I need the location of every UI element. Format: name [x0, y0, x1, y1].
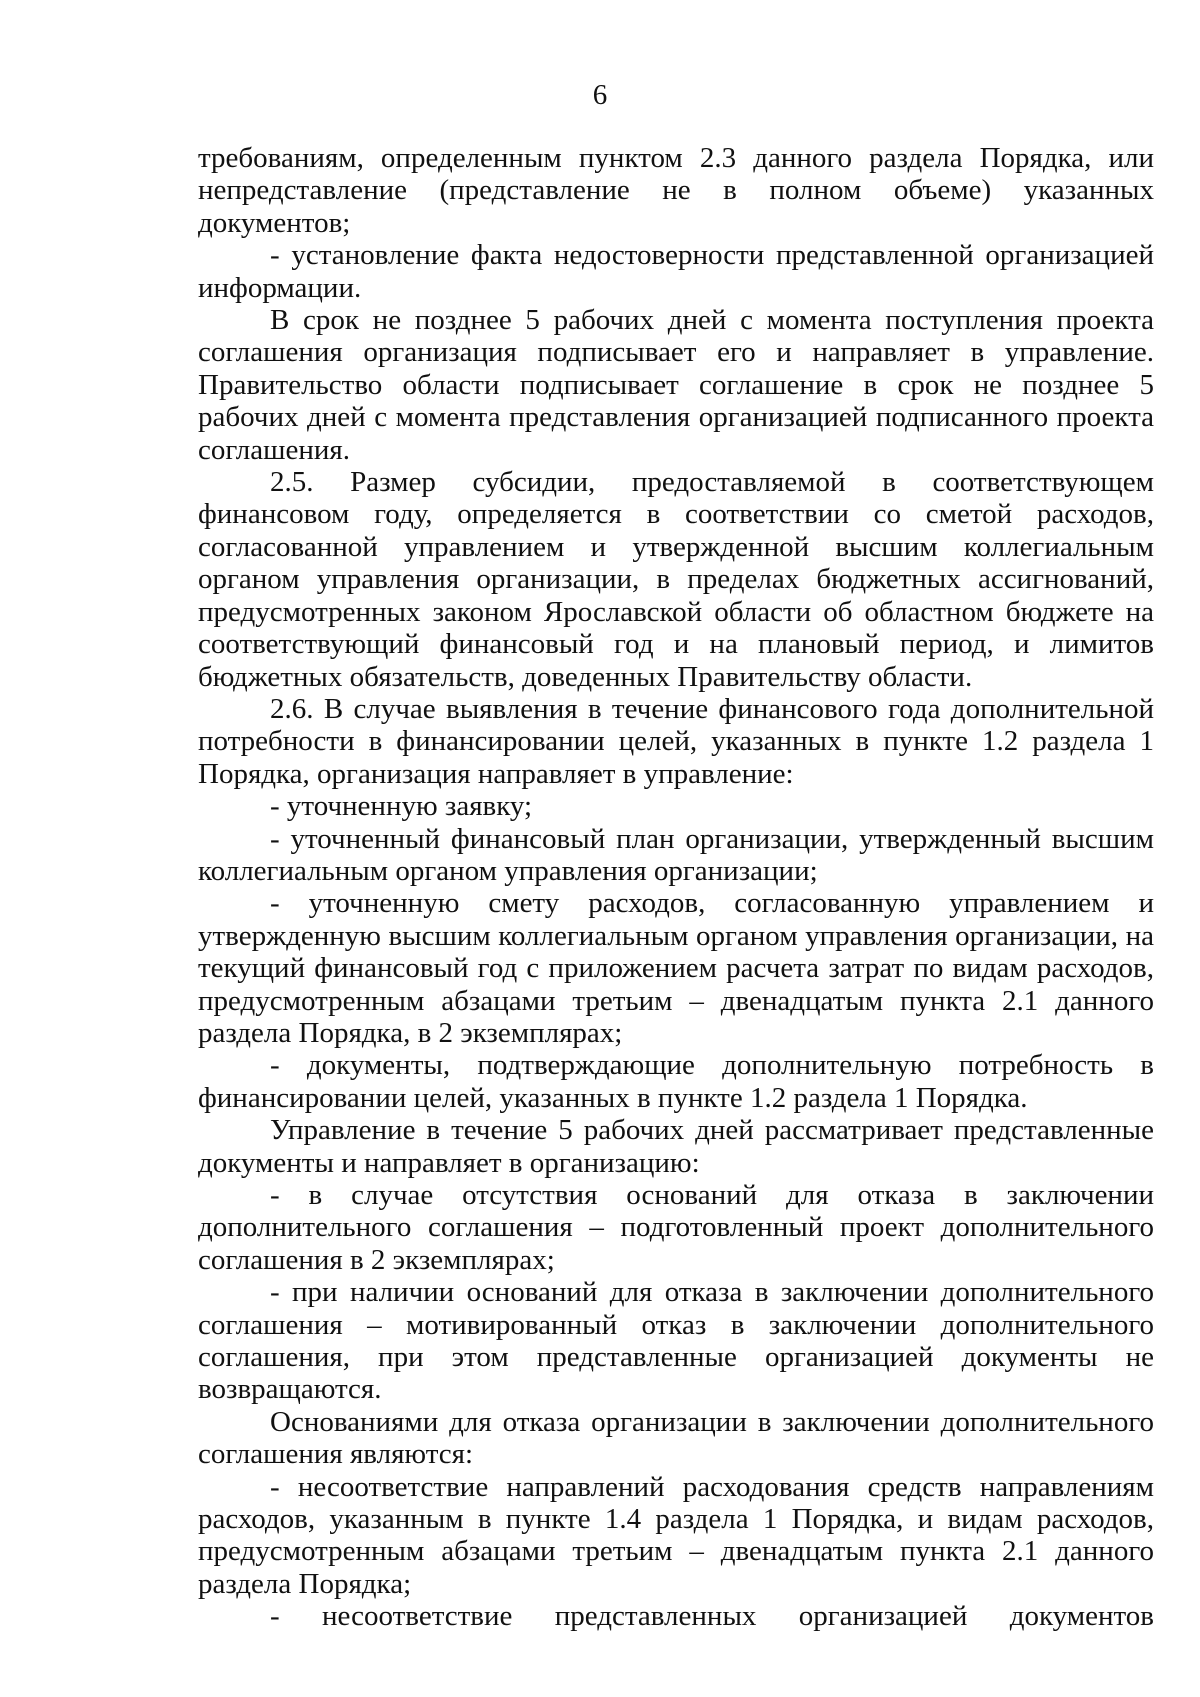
- paragraph: - уточненный финансовый план организации, утвержденный высшим коллегиальным органом управления организации;: [198, 822, 1154, 887]
- page-number: 6: [592, 79, 608, 111]
- paragraph: требованиям, определенным пунктом 2.3 данного раздела Порядка, или непредставление (представление не в полном объеме) указанных документов;: [198, 142, 1154, 239]
- paragraph: - несоответствие направлений расходования средств направлениям расходов, указанным в пункте 1.4 раздела 1 Порядка, и видам расходов, предусмотренным абзацами третьим – двенадцатым пункта 2.1 данного раздела Порядка;: [198, 1470, 1154, 1600]
- paragraph: - уточненную заявку;: [270, 790, 533, 823]
- paragraph: В срок не позднее 5 рабочих дней с момента поступления проекта соглашения организация подписывает его и направляет в управление. Правительство области подписывает соглашение в срок не позднее 5 рабочих дней с момента представления организацией подписанного проекта соглашения.: [198, 304, 1154, 466]
- paragraph: 2.5. Размер субсидии, предоставляемой в соответствующем финансовом году, определяется в соответствии со сметой расходов, согласованной управлением и утвержденной высшим коллегиальным органом управления организации, в пределах бюджетных ассигнований, предусмотренных законом Ярославской области об областном бюджете на соответствующий финансовый год и на плановый период, и лимитов бюджетных обязательств, доведенных Правительству области.: [198, 466, 1154, 693]
- paragraph: - в случае отсутствия оснований для отказа в заключении дополнительного соглашения – подготовленный проект дополнительного соглашения в 2 экземплярах;: [198, 1179, 1154, 1276]
- paragraph: 2.6. В случае выявления в течение финансового года дополнительной потребности в финансировании целей, указанных в пункте 1.2 раздела 1 Порядка, организация направляет в управление:: [198, 692, 1154, 790]
- paragraph: - несоответствие представленных организацией документов: [270, 1600, 1154, 1633]
- paragraph: Управление в течение 5 рабочих дней рассматривает представленные документы и направляет в организацию:: [198, 1114, 1154, 1179]
- paragraph: Основаниями для отказа организации в заключении дополнительного соглашения являются:: [198, 1405, 1154, 1471]
- paragraph: - документы, подтверждающие дополнительную потребность в финансировании целей, указанных в пункте 1.2 раздела 1 Порядка.: [198, 1049, 1154, 1114]
- paragraph: - при наличии оснований для отказа в заключении дополнительного соглашения – мотивированный отказ в заключении дополнительного соглашения, при этом представленные организацией документы не возвращаются.: [198, 1276, 1154, 1406]
- paragraph: - уточненную смету расходов, согласованную управлением и утвержденную высшим коллегиальным органом управления организации, на текущий финансовый год с приложением расчета затрат по видам расходов, предусмотренным абзацами третьим – двенадцатым пункта 2.1 данного раздела Порядка, в 2 экземплярах;: [198, 887, 1154, 1049]
- paragraph: - установление факта недостоверности представленной организацией информации.: [198, 239, 1154, 304]
- document-body: [198, 142, 1154, 1633]
